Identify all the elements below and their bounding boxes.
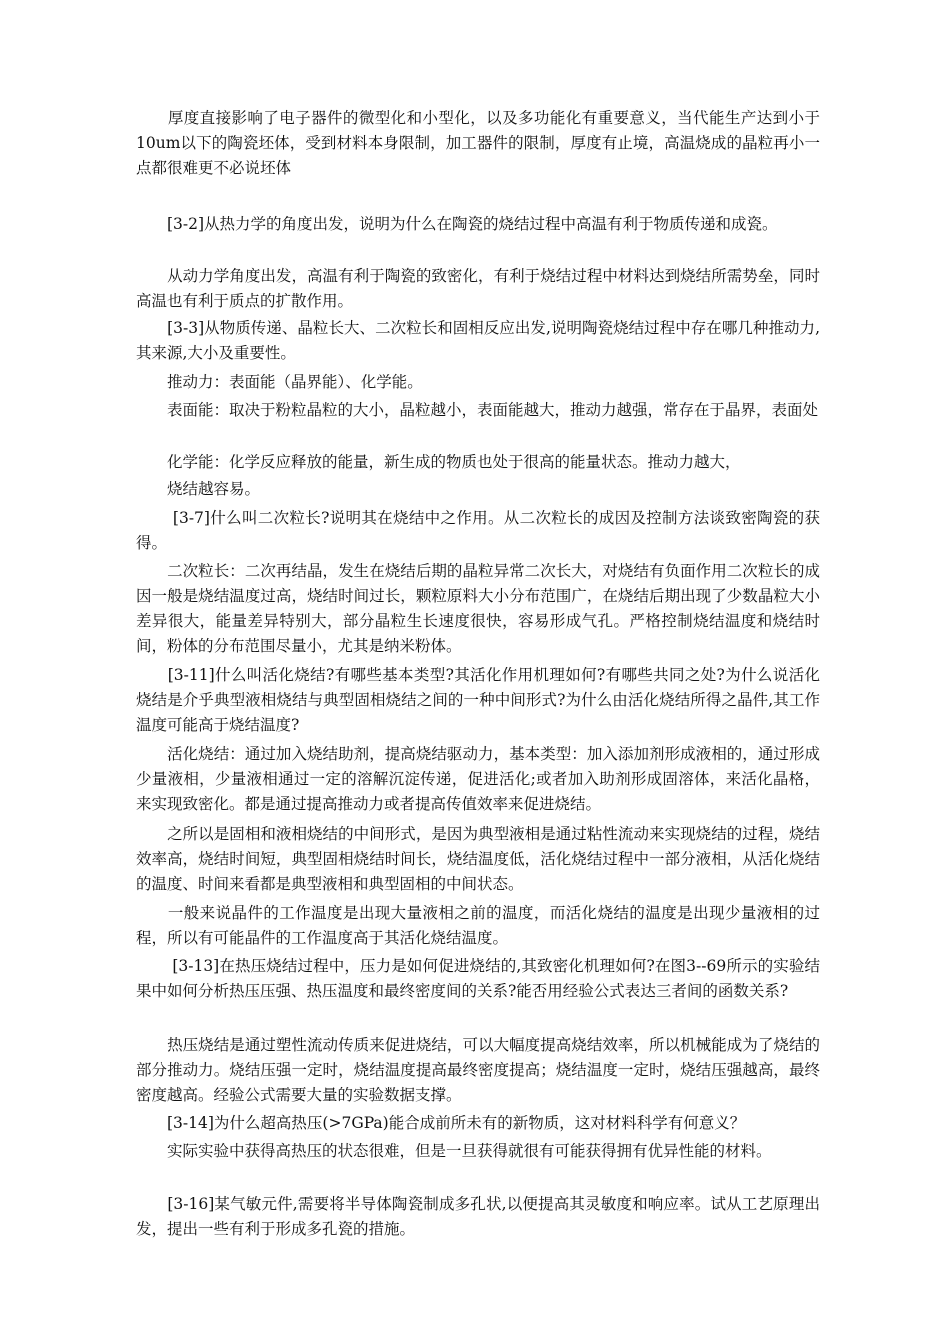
answer-3-2: 从动力学角度出发，高温有利于陶瓷的致密化，有利于烧结过程中材料达到烧结所需势垒，同时高温也有利于质点的扩散作用。 [136,267,820,310]
answer-sintering-easier: 烧结越容易。 [136,480,261,498]
answer-3-11-activated: 活化烧结：通过加入烧结助剂，提高烧结驱动力，基本类型：加入添加剂形成液相的，通过形成少量液相，少量液相通过一定的溶解沉淀传递，促进活化;或者加入助剂形成固溶体，来活化晶格，来实现致密化。都是通过提高推动力或者提高传值效率来促进烧结。 [136,745,820,813]
question-3-13: [3-13]在热压烧结过程中，压力是如何促进烧结的,其致密化机理如何?在图3--69所示的实验结果中如何分析热压压强、热压温度和最终密度间的关系?能否用经验公式表达三者间的函数关系? [136,957,820,1000]
question-3-2: [3-2]从热力学的角度出发，说明为什么在陶瓷的烧结过程中高温有利于物质传递和成瓷。 [136,215,778,233]
answer-3-7: 二次粒长：二次再结晶，发生在烧结后期的晶粒异常二次长大，对烧结有负面作用二次粒长的成因一般是烧结温度过高，烧结时间过长，颗粒原料大小分布范围广，在烧结后期出现了少数晶粒大小差异很大，能量差异特别大，部分晶粒生长速度很快，容易形成气孔。严格控制烧结温度和烧结时间，粉体的分布范围尽量小，尤其是纳米粉体。 [136,562,820,655]
question-3-14: [3-14]为什么超高热压(>7GPa)能合成前所未有的新物质，这对材料科学有何意义？ [136,1114,746,1132]
answer-surface-energy: 表面能：取决于粉粒晶粒的大小，晶粒越小，表面能越大，推动力越强，常存在于晶界，表面处 [136,401,819,419]
answer-3-13: 热压烧结是通过塑性流动传质来促进烧结，可以大幅度提高烧结效率，所以机械能成为了烧结的部分推动力。烧结压强一定时，烧结温度提高最终密度提高；烧结温度一定时，烧结压强越高，最终密度越高。经验公式需要大量的实验数据支撑。 [136,1036,820,1104]
answer-driving-force: 推动力：表面能（晶界能）、化学能。 [136,373,423,391]
question-3-3: [3-3]从物质传递、晶粒长大、二次粒长和固相反应出发,说明陶瓷烧结过程中存在哪几种推动力,其来源,大小及重要性。 [136,319,820,362]
answer-3-14: 实际实验中获得高热压的状态很难，但是一旦获得就很有可能获得拥有优异性能的材料。 [136,1142,772,1160]
question-3-11: [3-11]什么叫活化烧结?有哪些基本类型?其活化作用机理如何?有哪些共同之处?为什么说活化烧结是介乎典型液相烧结与典型固相烧结之间的一种中间形式?为什么由活化烧结所得之晶件,其工作温度可能高于烧结温度? [136,666,820,734]
answer-chemical-energy: 化学能：化学反应释放的能量，新生成的物质也处于很高的能量状态。推动力越大， [136,453,741,471]
question-3-7: [3-7]什么叫二次粒长?说明其在烧结中之作用。从二次粒长的成因及控制方法谈致密陶瓷的获得。 [136,509,820,552]
question-3-16: [3-16]某气敏元件,需要将半导体陶瓷制成多孔状,以便提高其灵敏度和响应率。试从工艺原理出发，提出一些有利于形成多孔瓷的措施。 [136,1195,820,1238]
answer-3-11-intermediate: 之所以是固相和液相烧结的中间形式，是因为典型液相是通过粘性流动来实现烧结的过程，烧结效率高，烧结时间短，典型固相烧结时间长，烧结温度低，活化烧结过程中一部分液相，从活化烧结的温度、时间来看都是典型液相和典型固相的中间状态。 [136,825,820,893]
answer-3-11-temperature: 一般来说晶件的工作温度是出现大量液相之前的温度，而活化烧结的温度是出现少量液相的过程，所以有可能晶件的工作温度高于其活化烧结温度。 [136,904,820,947]
paragraph-thickness: 厚度直接影响了电子器件的微型化和小型化，以及多功能化有重要意义，当代能生产达到小于10um以下的陶瓷坯体，受到材料本身限制，加工器件的限制，厚度有止境，高温烧成的晶粒再小一点都很难更不必说坯体 [136,109,820,177]
